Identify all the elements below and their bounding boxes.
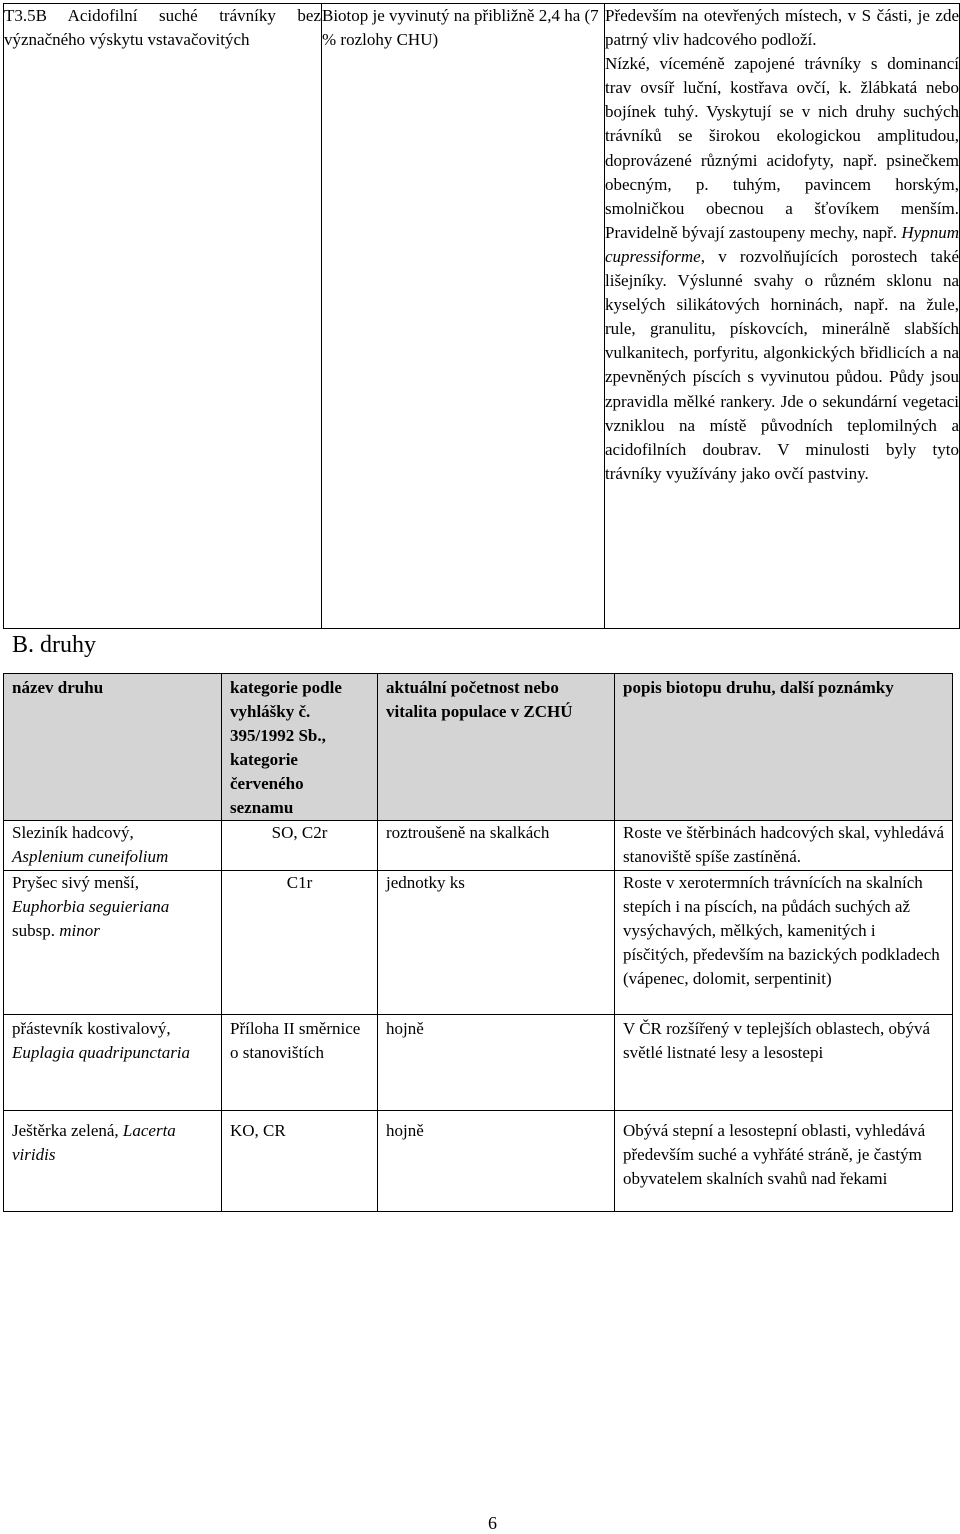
species-description: V ČR rozšířený v teplejších oblastech, obývá světlé listnaté lesy a lesostepi	[615, 1015, 953, 1111]
habitat-description-text: Nízké, víceméně zapojené trávníky s dominancí trav ovsíř luční, kostřava ovčí, k. žlábkatá nebo bojínek tuhý. Vyskytují se v nich druhy suchých trávníků se širokou ekologickou amplitudou, doprovázené různými acidofyty, např. psinečkem obecným, p. tuhým, pavincem horským, smolničkou obecnou a šťovíkem menším. Pravidelně bývají zastoupeny mechy, např.	[605, 54, 959, 242]
species-description: Obývá stepní a lesostepní oblasti, vyhledává především suché a vyhřáté stráně, je častým obyvatelem skalních svahů nad řekami	[615, 1111, 953, 1212]
species-description: Roste ve štěrbinách hadcových skal, vyhledává stanoviště spíše zastíněná.	[615, 821, 953, 871]
table-row	[4, 1015, 953, 1111]
habitat-description-latin: Hypnum cupressiforme	[605, 222, 959, 266]
header-category: kategorie podle vyhlášky č. 395/1992 Sb., kategorie červeného seznamu	[222, 674, 378, 821]
species-latin: Asplenium cuneifolium	[12, 847, 169, 866]
species-table-header	[4, 674, 953, 821]
habitat-description-p1: Především na otevřených místech, v S části, je zde patrný vliv hadcového podloží.	[605, 6, 959, 50]
species-latin-suffix: minor	[59, 921, 100, 940]
habitat-description-cell	[605, 4, 960, 629]
header-abundance: aktuální početnost nebo vitalita populace v ZCHÚ	[378, 674, 615, 821]
table-row	[4, 1111, 953, 1212]
species-name-cell	[4, 1111, 222, 1212]
species-name: Ještěrka zelená,	[12, 1121, 119, 1140]
species-name-cell	[4, 1015, 222, 1111]
species-abundance: hojně	[378, 1015, 615, 1111]
species-abundance: hojně	[378, 1111, 615, 1212]
species-name: Pryšec sivý menší,	[12, 873, 140, 892]
page-number: 6	[488, 1513, 497, 1533]
table-row	[4, 821, 953, 871]
species-category: SO, C2r	[222, 821, 378, 871]
habitat-name: T3.5B Acidofilní suché trávníky bez význačného výskytu vstavačovitých	[4, 6, 321, 49]
species-latin: Euphorbia seguieriana	[12, 897, 170, 916]
species-name-cell	[4, 821, 222, 871]
species-name-suffix: subsp.	[12, 921, 55, 940]
species-name-cell	[4, 871, 222, 1015]
habitat-name-cell	[4, 4, 322, 629]
habitat-table	[3, 3, 960, 629]
habitat-description-text-cont: , v rozvolňujících porostech také lišejníky. Výslunné svahy o různém sklonu na kyselých silikátových horninách, např. na žule, rule, granulitu, pískovcích, minerálně slabších vulkanitech, porfyritu, algonkických břidlicích a na zpevněných píscích s vyvinutou půdou. Půdy jsou zpravidla mělké rankery. Jde o sekundární vegetaci vzniklou na místě původních teplomilných a acidofilních doubrav. V minulosti byly tyto trávníky využívány jako ovčí pastviny.	[605, 246, 959, 483]
species-name: přástevník kostivalový,	[12, 1019, 171, 1038]
species-description: Roste v xerotermních trávnících na skalních stepích i na píscích, na půdách suchých až vysýchavých, mělkých, kamenitých i písčitých, především na bazických podkladech (vápenec, dolomit, serpentinit)	[615, 871, 953, 1015]
header-name: název druhu	[4, 674, 222, 821]
species-name: Sleziník hadcový,	[12, 823, 134, 842]
habitat-description-p2	[605, 52, 959, 486]
habitat-row	[4, 4, 960, 629]
species-category: KO, CR	[222, 1111, 378, 1212]
species-latin: Euplagia quadripunctaria	[12, 1043, 191, 1062]
habitat-area-cell	[322, 4, 605, 629]
species-abundance: roztroušeně na skalkách	[378, 821, 615, 871]
species-table	[3, 673, 953, 1212]
table-row	[4, 871, 953, 1015]
header-description: popis biotopu druhu, další poznámky	[615, 674, 953, 821]
section-heading: B. druhy	[12, 632, 96, 658]
species-latin: Lacerta viridis	[12, 1121, 176, 1164]
species-abundance: jednotky ks	[378, 871, 615, 1015]
species-category: C1r	[222, 871, 378, 1015]
species-category: Příloha II směrnice o stanovištích	[222, 1015, 378, 1111]
habitat-area: Biotop je vyvinutý na přibližně 2,4 ha (7 % rozlohy CHU)	[322, 6, 599, 49]
